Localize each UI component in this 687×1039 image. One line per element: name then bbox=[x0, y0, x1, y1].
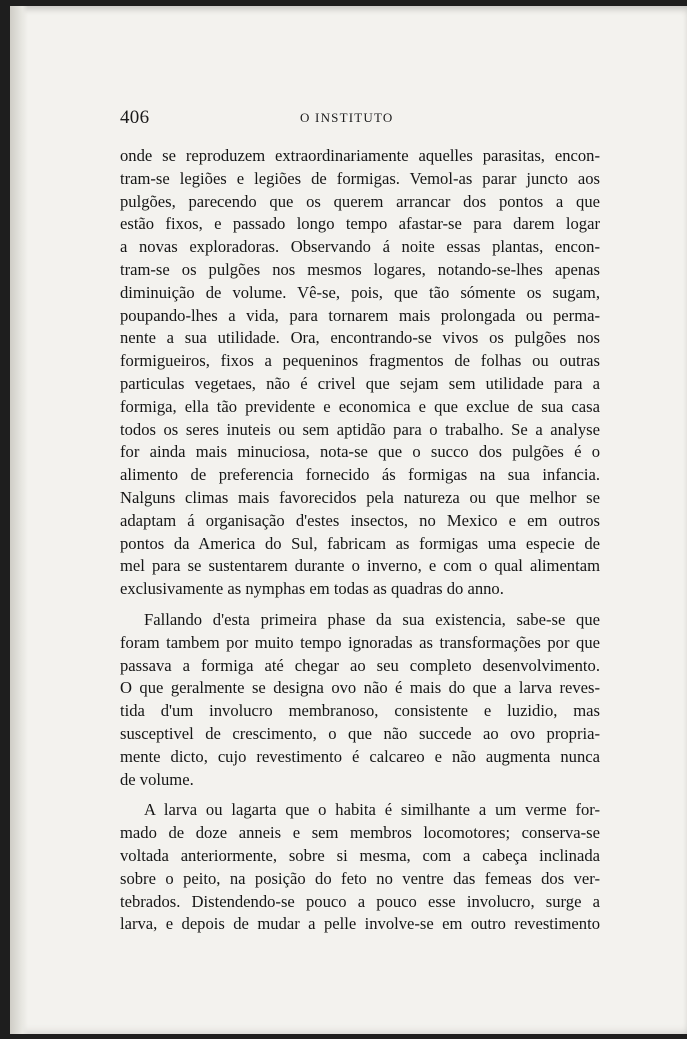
page-header bbox=[120, 107, 592, 129]
page-number: 406 bbox=[120, 107, 150, 128]
running-title: O INSTITUTO bbox=[300, 110, 394, 125]
text-line: particulas vegetaes, não é crivel que sejam sem utilidade para a bbox=[120, 373, 600, 393]
page-gutter-shadow bbox=[10, 6, 28, 1034]
text-line: de volume. bbox=[120, 769, 194, 789]
text-line: for ainda mais minuciosa, nota-se que o succo dos pulgões é o bbox=[120, 442, 600, 462]
text-line: mel para se sustentarem durante o inverno, e com o qual alimentam bbox=[120, 556, 600, 576]
text-line: sobre o peito, na posição do feto no ventre das femeas dos ver- bbox=[120, 868, 600, 888]
text-line: Fallando d'esta primeira phase da sua existencia, sabe-se que bbox=[144, 609, 600, 629]
paragraph bbox=[120, 799, 600, 936]
text-line: formigueiros, fixos a pequeninos fragmentos de folhas ou outras bbox=[120, 351, 600, 371]
text-line: pontos da America do Sul, fabricam as formigas uma especie de bbox=[120, 533, 600, 553]
text-line: mente dicto, cujo revestimento é calcareo e não augmenta nunca bbox=[120, 746, 600, 766]
text-line: A larva ou lagarta que o habita é similhante a um verme for- bbox=[144, 800, 600, 820]
text-line: a novas exploradoras. Observando á noite essas plantas, encon- bbox=[120, 237, 600, 257]
text-line: susceptivel de crescimento, o que não succede ao ovo propria- bbox=[120, 723, 600, 743]
text-line: tebrados. Distendendo-se pouco a pouco esse involucro, surge a bbox=[120, 891, 600, 911]
text-line: todos os seres inuteis ou sem aptidão para o trabalho. Se a analyse bbox=[120, 419, 600, 439]
text-line: tida d'um involucro membranoso, consistente e luzidio, mas bbox=[120, 701, 600, 721]
text-line: tram-se legiões e legiões de formigas. Vemol-as parar juncto aos bbox=[120, 168, 600, 188]
text-line: adaptam á organisação d'estes insectos, no Mexico e em outros bbox=[120, 510, 600, 530]
paragraph bbox=[120, 145, 600, 601]
paragraph bbox=[120, 609, 600, 791]
text-line: poupando-lhes a vida, para tornarem mais prolongada ou perma- bbox=[120, 305, 600, 325]
text-line: formiga, ella tão previdente e economica e que exclue de sua casa bbox=[120, 396, 600, 416]
text-line: estão fixos, e passado longo tempo afastar-se para darem logar bbox=[120, 214, 600, 234]
text-line: Nalguns climas mais favorecidos pela natureza ou que melhor se bbox=[120, 487, 600, 507]
text-line: mado de doze anneis e sem membros locomotores; conserva-se bbox=[120, 823, 600, 843]
text-line: larva, e depois de mudar a pelle involve-se em outro revestimento bbox=[120, 914, 600, 934]
body-text bbox=[120, 145, 600, 936]
text-line: voltada anteriormente, sobre si mesma, com a cabeça inclinada bbox=[120, 845, 600, 865]
text-line: foram tambem por muito tempo ignoradas as transformações por que bbox=[120, 632, 600, 652]
text-line: O que geralmente se designa ovo não é mais do que a larva reves- bbox=[120, 678, 600, 698]
text-line: onde se reproduzem extraordinariamente aquelles parasitas, encon- bbox=[120, 146, 600, 165]
text-line: tram-se os pulgões nos mesmos logares, notando-se-lhes apenas bbox=[120, 259, 600, 279]
text-line: passava a formiga até chegar ao seu completo desenvolvimento. bbox=[120, 655, 600, 675]
text-line: diminuição de volume. Vê-se, pois, que tão sómente os sugam, bbox=[120, 282, 600, 302]
text-line: alimento de preferencia fornecido ás formigas na sua infancia. bbox=[120, 465, 600, 485]
text-line: exclusivamente as nymphas em todas as quadras do anno. bbox=[120, 579, 504, 599]
text-line: pulgões, parecendo que os querem arrancar dos pontos a que bbox=[120, 191, 600, 211]
text-line: nente a sua utilidade. Ora, encontrando-se vivos os pulgões nos bbox=[120, 328, 600, 348]
